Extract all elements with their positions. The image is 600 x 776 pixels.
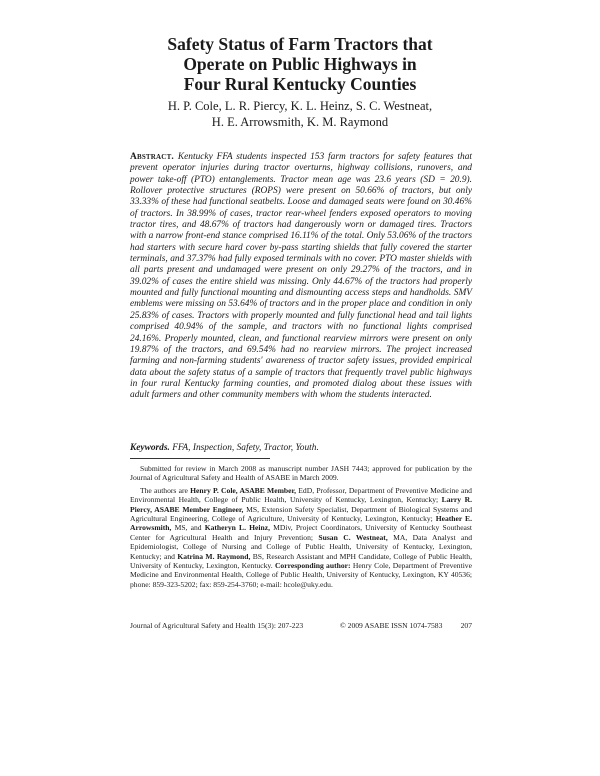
copyright-notice: © 2009 ASABE ISSN 1074-7583: [340, 621, 443, 630]
journal-citation: Journal of Agricultural Safety and Health 15(3): 207-223: [130, 621, 304, 630]
footnote-divider: [130, 458, 270, 459]
author-name: Katheryn L. Heinz,: [204, 523, 271, 533]
keywords-label: Keywords.: [130, 443, 170, 453]
title-line-1: Safety Status of Farm Tractors that: [167, 34, 433, 54]
keywords: [130, 443, 472, 454]
paper-title: [100, 34, 500, 94]
author-line-2: H. E. Arrowsmith, K. M. Raymond: [211, 115, 389, 129]
author-line-1: H. P. Cole, L. R. Piercy, K. L. Heinz, S. C. Westneat,: [167, 99, 433, 113]
abstract-label: Abstract.: [130, 152, 174, 162]
footnotes: [130, 464, 472, 589]
author-affiliations: The authors are Henry P. Cole, ASABE Member, EdD, Professor, Department of Preventive Medicine and Environmental Health, College of Public Health, University of Kentucky, Lexington, Kentucky; Larry R. Piercy, ASABE Member Engineer, MS, Extension Safety Specialist, Department of Biological Systems and Agricultural Engineering, College of Agriculture, University of Kentucky, Lexington, Kentucky; Heather E. Arrowsmith, MS, and Katheryn L. Heinz, MDiv, Project Coordinators, University of Kentucky Southeast Center for Agricultural Health and Injury Prevention; Susan C. Westneat, MA, Data Analyst and Epidemiologist, College of Nursing and College of Public Health, University of Kentucky, Lexington, Kentucky; and Katrina M. Raymond, BS, Research Assistant and MPH Candidate, College of Public Health, University of Kentucky, Lexington, Kentucky. Corresponding author: Henry Cole, Department of Preventive Medicine and Environmental Health, College of Public Health, University of Kentucky, Lexington, KY 40536; phone: 859-323-5202; fax: 859-254-3760; e-mail: hcole@uky.edu.: [130, 485, 473, 589]
author-name: Larry R. Piercy, ASABE Member Engineer,: [130, 495, 472, 514]
author-name: Heather E. Arrowsmith,: [130, 514, 473, 533]
author-name: Katrina M. Raymond,: [177, 551, 251, 561]
corresponding-author-info: Henry Cole, Department of Preventive Medicine and Environmental Health, College of Public Health, University of Kentucky, Lexington, KY 40536; phone: 859-323-5202; fax: 859-254-3760; e-mail: hcole@uky.edu.: [130, 561, 472, 589]
title-line-3: Four Rural Kentucky Counties: [183, 74, 417, 94]
author-name: Susan C. Westneat,: [318, 532, 388, 542]
abstract-text: Kentucky FFA students inspected 153 farm tractors for safety features that prevent operator injuries during tractor overturns, highway collisions, runovers, and power take-off (PTO) entanglements. Tractor mean age was 23.6 years (SD = 20.9). Rollover protective structures (ROPS) were present on 50.66% of tractors, but only 33.33% of these had functional seatbelts. Loose and damaged seats were found on 30.46% of tractors. In 38.99% of cases, tractor rear-wheel fenders exposed operators to moving tractor tires, and 48.67% of tractors had dangerously worn or damaged tires. Tractors with a narrow front-end stance comprised 16.11% of the total. Only 53.06% of the tractors had starters with secure hard cover by-pass starting shields that fully covered the starter terminals, and 37.37% had fully exposed terminals with no cover. PTO master shields with all parts present and undamaged were present on only 29.27% of the tractors, and in 39.02% of cases the entire shield was missing. Only 44.67% of the tractors had properly mounted and fully functional mounting and dismounting access steps and handholds. SMV emblems were missing on 53.64% of tractors and in the proper place and condition in only 25.83% of cases. Tractors with properly mounted and fully functional head and tail lights comprised 40.94% of the sample, and tractors with no functional lights comprised 24.16%. Properly mounted, clean, and functional rearview mirrors were present on only 19.87% of the tractors, and 69.54% had no rearview mirrors. The project increased farming and non-farming students' awareness of tractor safety issues, provided empirical data about the safety status of a sample of tractors that frequently travel public highways in four rural Kentucky farming counties, and promoted dialog about these issues with adult farmers and other community members with whom the students interacted.: [130, 152, 473, 401]
corresponding-author-label: Corresponding author:: [274, 561, 351, 571]
abstract: [130, 152, 472, 402]
author-name: Henry P. Cole, ASABE Member,: [190, 485, 297, 495]
page-number: 207: [460, 621, 472, 630]
title-line-2: Operate on Public Highways in: [183, 54, 417, 74]
keywords-text: FFA, Inspection, Safety, Tractor, Youth.: [172, 443, 319, 453]
submission-note: Submitted for review in March 2008 as manuscript number JASH 7443; approved for publication by the Journal of Agricultural Safety and Health of ASABE in March 2009.: [130, 464, 472, 483]
author-list: [100, 98, 500, 130]
